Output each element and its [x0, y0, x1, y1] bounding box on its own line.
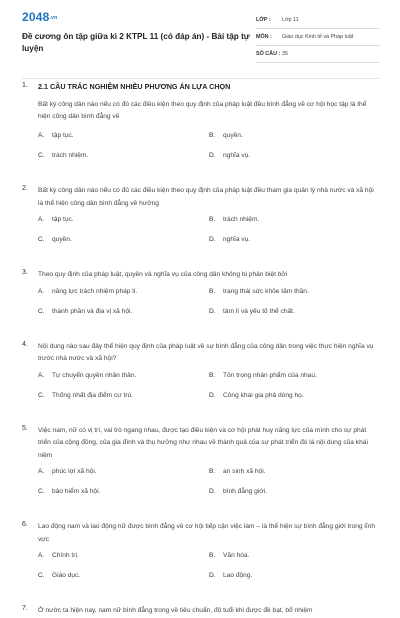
option-text: bảo hiểm xã hội.: [52, 488, 101, 495]
question-number: 4.: [22, 340, 28, 348]
option-c[interactable]: [38, 308, 209, 328]
option-text: Tự chuyển quyền nhân thân.: [52, 371, 137, 379]
option-text: quyền.: [223, 132, 243, 139]
meta-table: [256, 12, 380, 63]
option-a[interactable]: [38, 468, 209, 488]
option-text: năng lực trách nhiệm pháp lí.: [52, 287, 138, 295]
logo-suffix: .vn: [49, 14, 58, 21]
option-letter: B.: [209, 216, 216, 223]
option-text: phúc lợi xã hội.: [52, 468, 97, 475]
option-d[interactable]: [209, 308, 380, 328]
question-number: 7.: [22, 605, 28, 612]
question-5: [22, 425, 380, 509]
question-6: [22, 521, 380, 592]
meta-row-subject: [256, 29, 380, 46]
option-letter: A.: [38, 132, 45, 139]
question-text: Ở nước ta hiện nay, nam nữ bình đẳng trong về tiêu chuẩn, độ tuổi khi được đề bạt, bổ nhiệm: [38, 607, 313, 614]
question-text: Việc nam, nữ có vị trí, vai trò ngang nhau, được tạo điều kiện và cơ hội phát huy năng lực của mình cho sự phát triển của cộng đồng, của gia đình và thụ hưởng như nhau về thành quả của sự phát triển đó là nội dung của khái niệm: [38, 426, 368, 459]
option-c[interactable]: [38, 236, 209, 256]
section-title: 2.1 CÂU TRẮC NGHIỆM NHIỀU PHƯƠNG ÁN LỰA CHỌN: [38, 82, 231, 91]
meta-value: Giáo dục Kinh tế và Pháp luật: [282, 34, 354, 40]
option-text: Giáo dục.: [52, 572, 81, 579]
option-letter: D.: [209, 391, 216, 399]
option-letter: B.: [209, 132, 216, 139]
question-text: Theo quy định của pháp luật, quyền và nghĩa vụ của công dân không bị phân biệt bởi: [38, 271, 288, 278]
question-1: [22, 80, 380, 126]
option-d[interactable]: [209, 236, 380, 256]
option-b[interactable]: [209, 216, 380, 236]
meta-value: 35: [282, 51, 288, 57]
option-letter: D.: [209, 488, 216, 495]
option-text: Chính trị.: [52, 552, 79, 559]
option-text: thành phần và địa vị xã hội.: [52, 307, 133, 315]
option-text: quyền.: [52, 236, 72, 243]
option-text: Công khai gia phả dòng họ.: [223, 391, 304, 399]
meta-label: SỐ CÂU :: [256, 51, 281, 57]
question-text: Bất kỳ công dân nào nếu có đủ các điều kiện theo quy định của pháp luật đều bình đẳng về cơ hội học tập là thể hiện công dân bình đẳng về: [38, 101, 367, 120]
meta-label: LỚP :: [256, 17, 271, 23]
meta-value: Lớp 11: [282, 17, 299, 23]
question-number: 1.: [22, 82, 28, 89]
option-letter: B.: [209, 468, 216, 475]
question-4: [22, 341, 380, 412]
option-text: tâm lí và yếu tố thể chất.: [223, 307, 295, 315]
page-header: [0, 0, 400, 75]
question-text: Bất kỳ công dân nào nếu có đủ các điều kiện theo quy định của pháp luật đều tham gia quản lý nhà nước và xã hội là thể hiện công dân bình đẳng về hưởng: [38, 187, 374, 207]
option-a[interactable]: [38, 372, 209, 392]
document-title: Đề cương ôn tập giữa kì 2 KTPL 11 (có đáp án) - Bài tập tự luyện: [22, 32, 250, 53]
logo-text: 2048: [22, 10, 50, 24]
option-d[interactable]: [209, 572, 380, 592]
site-logo[interactable]: [22, 10, 57, 24]
option-text: trạng thái sức khỏe tâm thần.: [223, 287, 309, 295]
option-d[interactable]: [209, 152, 380, 172]
option-letter: D.: [209, 307, 216, 315]
question-number: 5.: [22, 424, 28, 432]
option-text: Lao động.: [223, 572, 253, 579]
option-text: Văn hóa.: [223, 552, 250, 559]
option-text: tập tục.: [52, 132, 74, 139]
option-letter: D.: [209, 236, 216, 243]
question-7: [22, 605, 380, 618]
option-d[interactable]: [209, 488, 380, 508]
option-c[interactable]: [38, 572, 209, 592]
option-text: tập tục.: [52, 216, 74, 223]
option-c[interactable]: [38, 488, 209, 508]
option-a[interactable]: [38, 216, 209, 236]
option-c[interactable]: [38, 392, 209, 412]
question-3: [22, 269, 380, 328]
option-d[interactable]: [209, 392, 380, 412]
option-a[interactable]: [38, 288, 209, 308]
question-1-options: [22, 132, 380, 172]
question-text: Lao động nam và lao động nữ được bình đẳng về cơ hội tiếp cận việc làm – là thể hiện sự bình đẳng giới trong lĩnh vực: [38, 523, 376, 543]
option-b[interactable]: [209, 372, 380, 392]
option-letter: B.: [209, 552, 216, 559]
option-letter: A.: [38, 371, 45, 379]
option-b[interactable]: [209, 552, 380, 572]
meta-row-count: [256, 46, 380, 63]
header-divider: [22, 78, 380, 79]
question-text: Nội dung nào sau đây thể hiện quy định của pháp luật về sự bình đẳng của công dân trong việc thực hiện nghĩa vụ trước nhà nước và xã hội?: [38, 342, 374, 362]
option-text: Tôn trọng nhân phẩm của nhau.: [223, 371, 317, 379]
option-text: an sinh xã hội.: [223, 468, 266, 475]
option-letter: B.: [209, 371, 216, 379]
option-text: nghĩa vụ.: [223, 152, 251, 159]
option-letter: A.: [38, 552, 45, 559]
question-number: 3.: [22, 269, 28, 276]
meta-label: MÔN :: [256, 34, 272, 40]
option-letter: A.: [38, 468, 45, 475]
option-letter: C.: [38, 488, 45, 495]
option-letter: C.: [38, 152, 45, 159]
question-number: 2.: [22, 185, 28, 192]
option-letter: A.: [38, 216, 45, 223]
option-text: nghĩa vụ.: [223, 236, 251, 243]
option-letter: C.: [38, 236, 45, 243]
option-letter: C.: [38, 572, 45, 579]
question-list: [22, 80, 380, 618]
option-text: trách nhiệm.: [52, 152, 89, 159]
option-a[interactable]: [38, 552, 209, 572]
option-text: trách nhiệm.: [223, 216, 260, 223]
option-text: Thống nhất địa điểm cư trú.: [52, 391, 134, 399]
option-letter: B.: [209, 287, 216, 295]
question-2: [22, 185, 380, 256]
option-b[interactable]: [209, 468, 380, 488]
option-letter: C.: [38, 307, 45, 315]
option-c[interactable]: [38, 152, 209, 172]
option-letter: D.: [209, 572, 216, 579]
option-b[interactable]: [209, 132, 380, 152]
option-letter: D.: [209, 152, 216, 159]
question-number: 6.: [22, 521, 28, 528]
option-text: bình đẳng giới.: [223, 488, 267, 495]
meta-row-class: [256, 12, 380, 29]
option-letter: C.: [38, 391, 45, 399]
option-b[interactable]: [209, 288, 380, 308]
option-a[interactable]: [38, 132, 209, 152]
option-letter: A.: [38, 287, 45, 295]
